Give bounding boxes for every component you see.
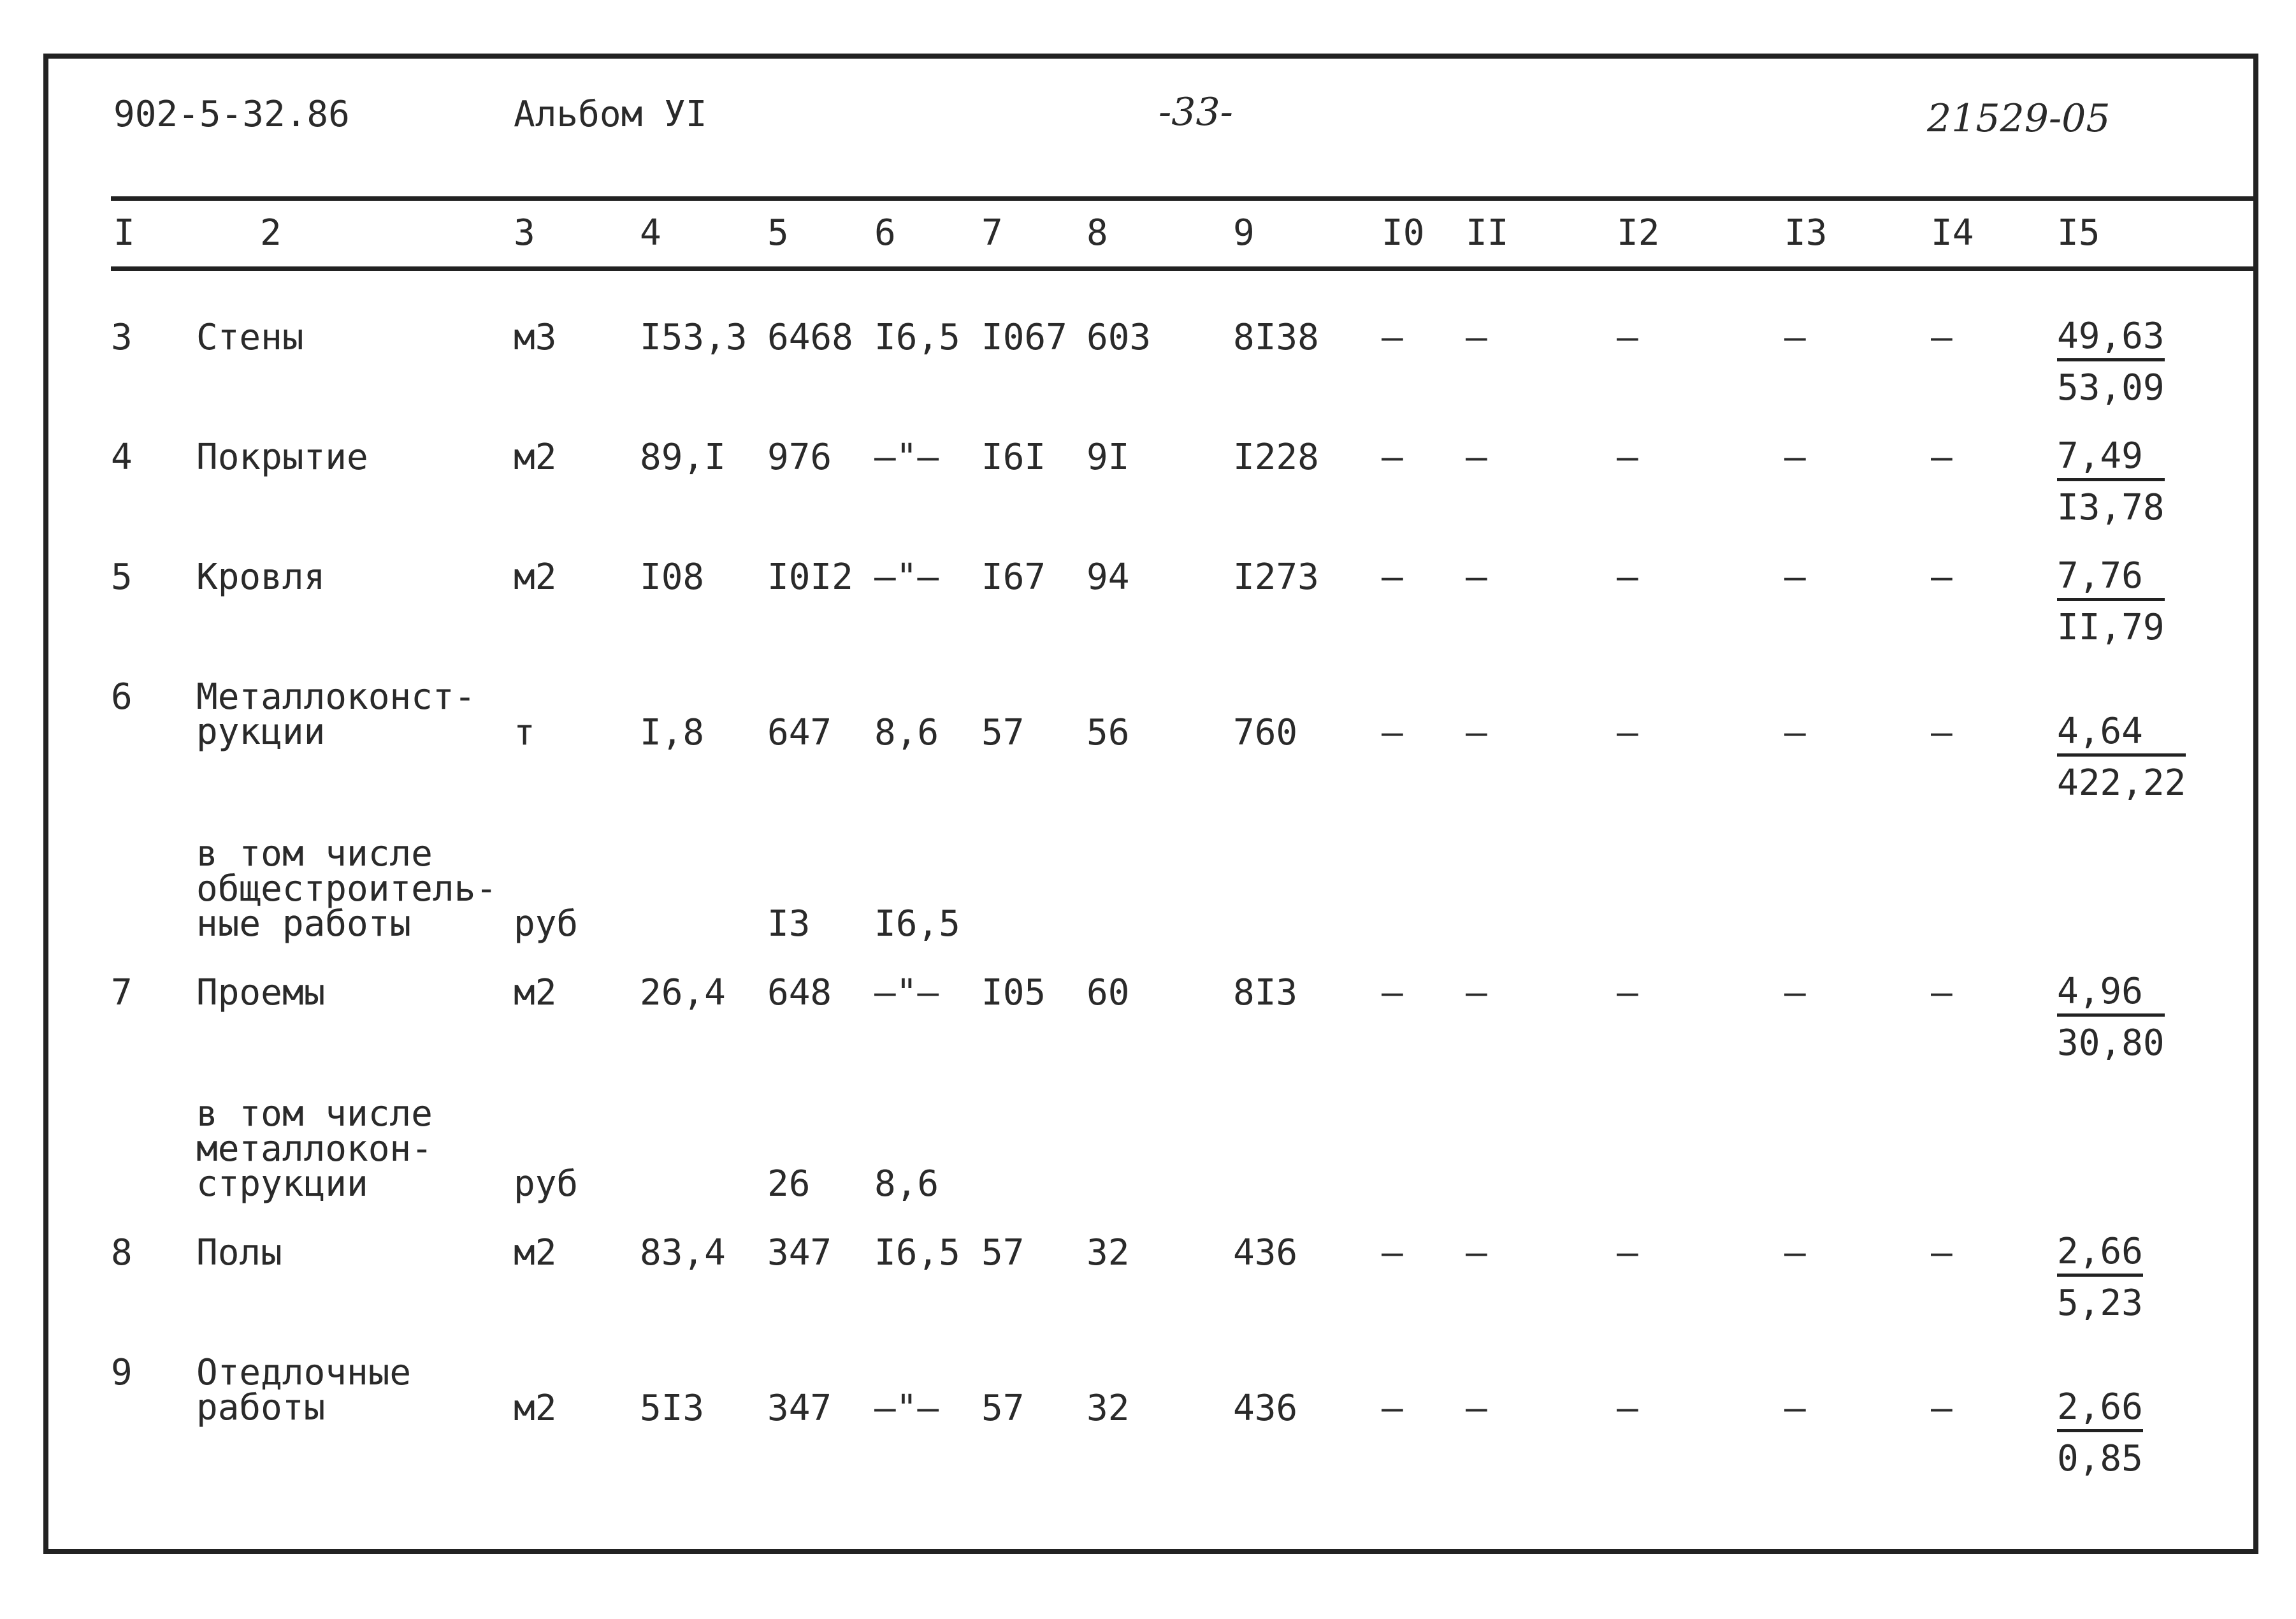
row-number: 6 xyxy=(111,676,133,718)
cell-c10: – xyxy=(1382,556,1403,598)
row-name: Стены xyxy=(196,317,304,358)
row-unit: т xyxy=(514,712,535,753)
cell-c5: 6468 xyxy=(767,317,853,358)
table-top-rule xyxy=(111,196,2253,201)
cell-c14: – xyxy=(1931,437,1953,478)
cell-c7: I6I xyxy=(981,437,1046,478)
cell-c14: – xyxy=(1931,972,1953,1013)
cell-c11: – xyxy=(1466,1232,1487,1274)
cell-c6: 8,6 xyxy=(874,712,939,753)
cell-c13: – xyxy=(1784,712,1806,753)
cell-c11: – xyxy=(1466,437,1487,478)
cell-c7: 57 xyxy=(981,1388,1025,1429)
cell-c8: 60 xyxy=(1087,972,1130,1013)
cell-c9: I228 xyxy=(1233,437,1319,478)
cell-c11: – xyxy=(1466,556,1487,598)
row-number: 4 xyxy=(111,437,133,478)
cell-c10: – xyxy=(1382,1232,1403,1274)
row-unit: м2 xyxy=(514,556,557,598)
album-label: Альбом УI xyxy=(514,94,707,135)
cell-c8: 603 xyxy=(1087,317,1152,358)
row-name: в том числе металлокон- струкции xyxy=(196,1093,433,1205)
cell-c14: – xyxy=(1931,1388,1953,1429)
cell-c13: – xyxy=(1784,1388,1806,1429)
cell-c4: 26,4 xyxy=(640,972,726,1013)
column-header: 3 xyxy=(514,212,535,254)
row-name: Покрытие xyxy=(196,437,368,478)
column-header: 9 xyxy=(1233,212,1255,254)
fraction-denominator: II,79 xyxy=(2057,607,2165,648)
cell-c5: I0I2 xyxy=(767,556,853,598)
fraction-denominator: 0,85 xyxy=(2057,1438,2143,1479)
column-header: I xyxy=(113,212,135,254)
cell-c15 xyxy=(2057,711,2186,804)
fraction-denominator: 30,80 xyxy=(2057,1022,2165,1064)
page-frame xyxy=(43,54,2258,1554)
cell-c5: 648 xyxy=(767,972,832,1013)
cell-c6: I6,5 xyxy=(874,903,960,945)
row-name: Отедлочные работы xyxy=(196,1352,412,1428)
cell-c4: 89,I xyxy=(640,437,726,478)
column-header: 8 xyxy=(1087,212,1108,254)
cell-c15 xyxy=(2057,555,2165,648)
cell-c9: I273 xyxy=(1233,556,1319,598)
cell-c13: – xyxy=(1784,317,1806,358)
cell-c8: 9I xyxy=(1087,437,1130,478)
cell-c5: 26 xyxy=(767,1163,811,1205)
column-header: I0 xyxy=(1382,212,1425,254)
cell-c15 xyxy=(2057,971,2165,1064)
column-header: 7 xyxy=(981,212,1003,254)
cell-c10: – xyxy=(1382,972,1403,1013)
row-unit: руб xyxy=(514,903,579,945)
cell-c15 xyxy=(2057,1386,2143,1479)
cell-c14: – xyxy=(1931,1232,1953,1274)
row-unit: м3 xyxy=(514,317,557,358)
cell-c13: – xyxy=(1784,1232,1806,1274)
row-unit: м2 xyxy=(514,1232,557,1274)
cell-c12: – xyxy=(1617,712,1638,753)
cell-c5: 976 xyxy=(767,437,832,478)
cell-c8: 32 xyxy=(1087,1232,1130,1274)
row-name: Кровля xyxy=(196,556,326,598)
cell-c6: I6,5 xyxy=(874,1232,960,1274)
cell-c7: I67 xyxy=(981,556,1046,598)
row-unit: м2 xyxy=(514,437,557,478)
column-header: I4 xyxy=(1931,212,1974,254)
cell-c5: 647 xyxy=(767,712,832,753)
column-header: I2 xyxy=(1617,212,1660,254)
cell-c11: – xyxy=(1466,712,1487,753)
cell-c13: – xyxy=(1784,556,1806,598)
row-unit: руб xyxy=(514,1163,579,1205)
fraction-numerator: 2,66 xyxy=(2057,1390,2143,1432)
cell-c5: 347 xyxy=(767,1232,832,1274)
fraction-numerator: 49,63 xyxy=(2057,319,2165,361)
fraction-numerator: 2,66 xyxy=(2057,1234,2143,1277)
cell-c14: – xyxy=(1931,317,1953,358)
fraction-denominator: 5,23 xyxy=(2057,1282,2143,1324)
cell-c12: – xyxy=(1617,437,1638,478)
cell-c11: – xyxy=(1466,972,1487,1013)
cell-c7: I067 xyxy=(981,317,1067,358)
fraction-denominator: 53,09 xyxy=(2057,367,2165,409)
row-unit: м2 xyxy=(514,1388,557,1429)
cell-c11: – xyxy=(1466,317,1487,358)
row-number: 9 xyxy=(111,1352,133,1393)
row-name: Металлоконст- рукции xyxy=(196,676,476,753)
column-header: 2 xyxy=(260,212,282,254)
cell-c15 xyxy=(2057,435,2165,528)
row-number: 7 xyxy=(111,972,133,1013)
cell-c4: I53,3 xyxy=(640,317,747,358)
row-number: 5 xyxy=(111,556,133,598)
column-header: 4 xyxy=(640,212,661,254)
cell-c9: 760 xyxy=(1233,712,1298,753)
cell-c6: –"– xyxy=(874,1388,939,1429)
cell-c10: – xyxy=(1382,1388,1403,1429)
cell-c12: – xyxy=(1617,556,1638,598)
cell-c8: 94 xyxy=(1087,556,1130,598)
cell-c9: 8I38 xyxy=(1233,317,1319,358)
cell-c4: I,8 xyxy=(640,712,705,753)
cell-c4: I08 xyxy=(640,556,705,598)
cell-c6: –"– xyxy=(874,556,939,598)
cell-c13: – xyxy=(1784,437,1806,478)
cell-c15 xyxy=(2057,316,2165,409)
fraction-numerator: 7,49 xyxy=(2057,439,2165,481)
sheet-number: 21529-05 xyxy=(1927,96,2111,141)
doc-code: 902-5-32.86 xyxy=(113,94,350,135)
cell-c5: I3 xyxy=(767,903,811,945)
column-header: I3 xyxy=(1784,212,1828,254)
cell-c15 xyxy=(2057,1231,2143,1324)
cell-c9: 436 xyxy=(1233,1232,1298,1274)
cell-c7: 57 xyxy=(981,1232,1025,1274)
cell-c11: – xyxy=(1466,1388,1487,1429)
cell-c14: – xyxy=(1931,556,1953,598)
row-name: Полы xyxy=(196,1232,282,1274)
row-number: 8 xyxy=(111,1232,133,1274)
fraction-numerator: 4,64 xyxy=(2057,714,2186,757)
column-header: 5 xyxy=(767,212,789,254)
cell-c4: 5I3 xyxy=(640,1388,705,1429)
cell-c6: 8,6 xyxy=(874,1163,939,1205)
cell-c6: –"– xyxy=(874,972,939,1013)
cell-c14: – xyxy=(1931,712,1953,753)
cell-c6: I6,5 xyxy=(874,317,960,358)
cell-c12: – xyxy=(1617,1388,1638,1429)
cell-c10: – xyxy=(1382,437,1403,478)
fraction-denominator: 422,22 xyxy=(2057,762,2186,804)
cell-c12: – xyxy=(1617,1232,1638,1274)
cell-c9: 436 xyxy=(1233,1388,1298,1429)
column-header: I5 xyxy=(2057,212,2100,254)
cell-c8: 56 xyxy=(1087,712,1130,753)
row-unit: м2 xyxy=(514,972,557,1013)
cell-c4: 83,4 xyxy=(640,1232,726,1274)
cell-c7: 57 xyxy=(981,712,1025,753)
cell-c12: – xyxy=(1617,972,1638,1013)
column-header: 6 xyxy=(874,212,896,254)
fraction-numerator: 4,96 xyxy=(2057,974,2165,1017)
cell-c10: – xyxy=(1382,712,1403,753)
cell-c6: –"– xyxy=(874,437,939,478)
table-header-rule xyxy=(111,266,2253,271)
page-number: -33- xyxy=(1159,90,1233,134)
cell-c5: 347 xyxy=(767,1388,832,1429)
cell-c7: I05 xyxy=(981,972,1046,1013)
row-number: 3 xyxy=(111,317,133,358)
fraction-denominator: I3,78 xyxy=(2057,487,2165,528)
cell-c10: – xyxy=(1382,317,1403,358)
row-name: Проемы xyxy=(196,972,326,1013)
row-name: в том числе общестроитель- ные работы xyxy=(196,833,498,945)
cell-c9: 8I3 xyxy=(1233,972,1298,1013)
cell-c12: – xyxy=(1617,317,1638,358)
fraction-numerator: 7,76 xyxy=(2057,558,2165,601)
cell-c13: – xyxy=(1784,972,1806,1013)
column-header: II xyxy=(1466,212,1509,254)
cell-c8: 32 xyxy=(1087,1388,1130,1429)
